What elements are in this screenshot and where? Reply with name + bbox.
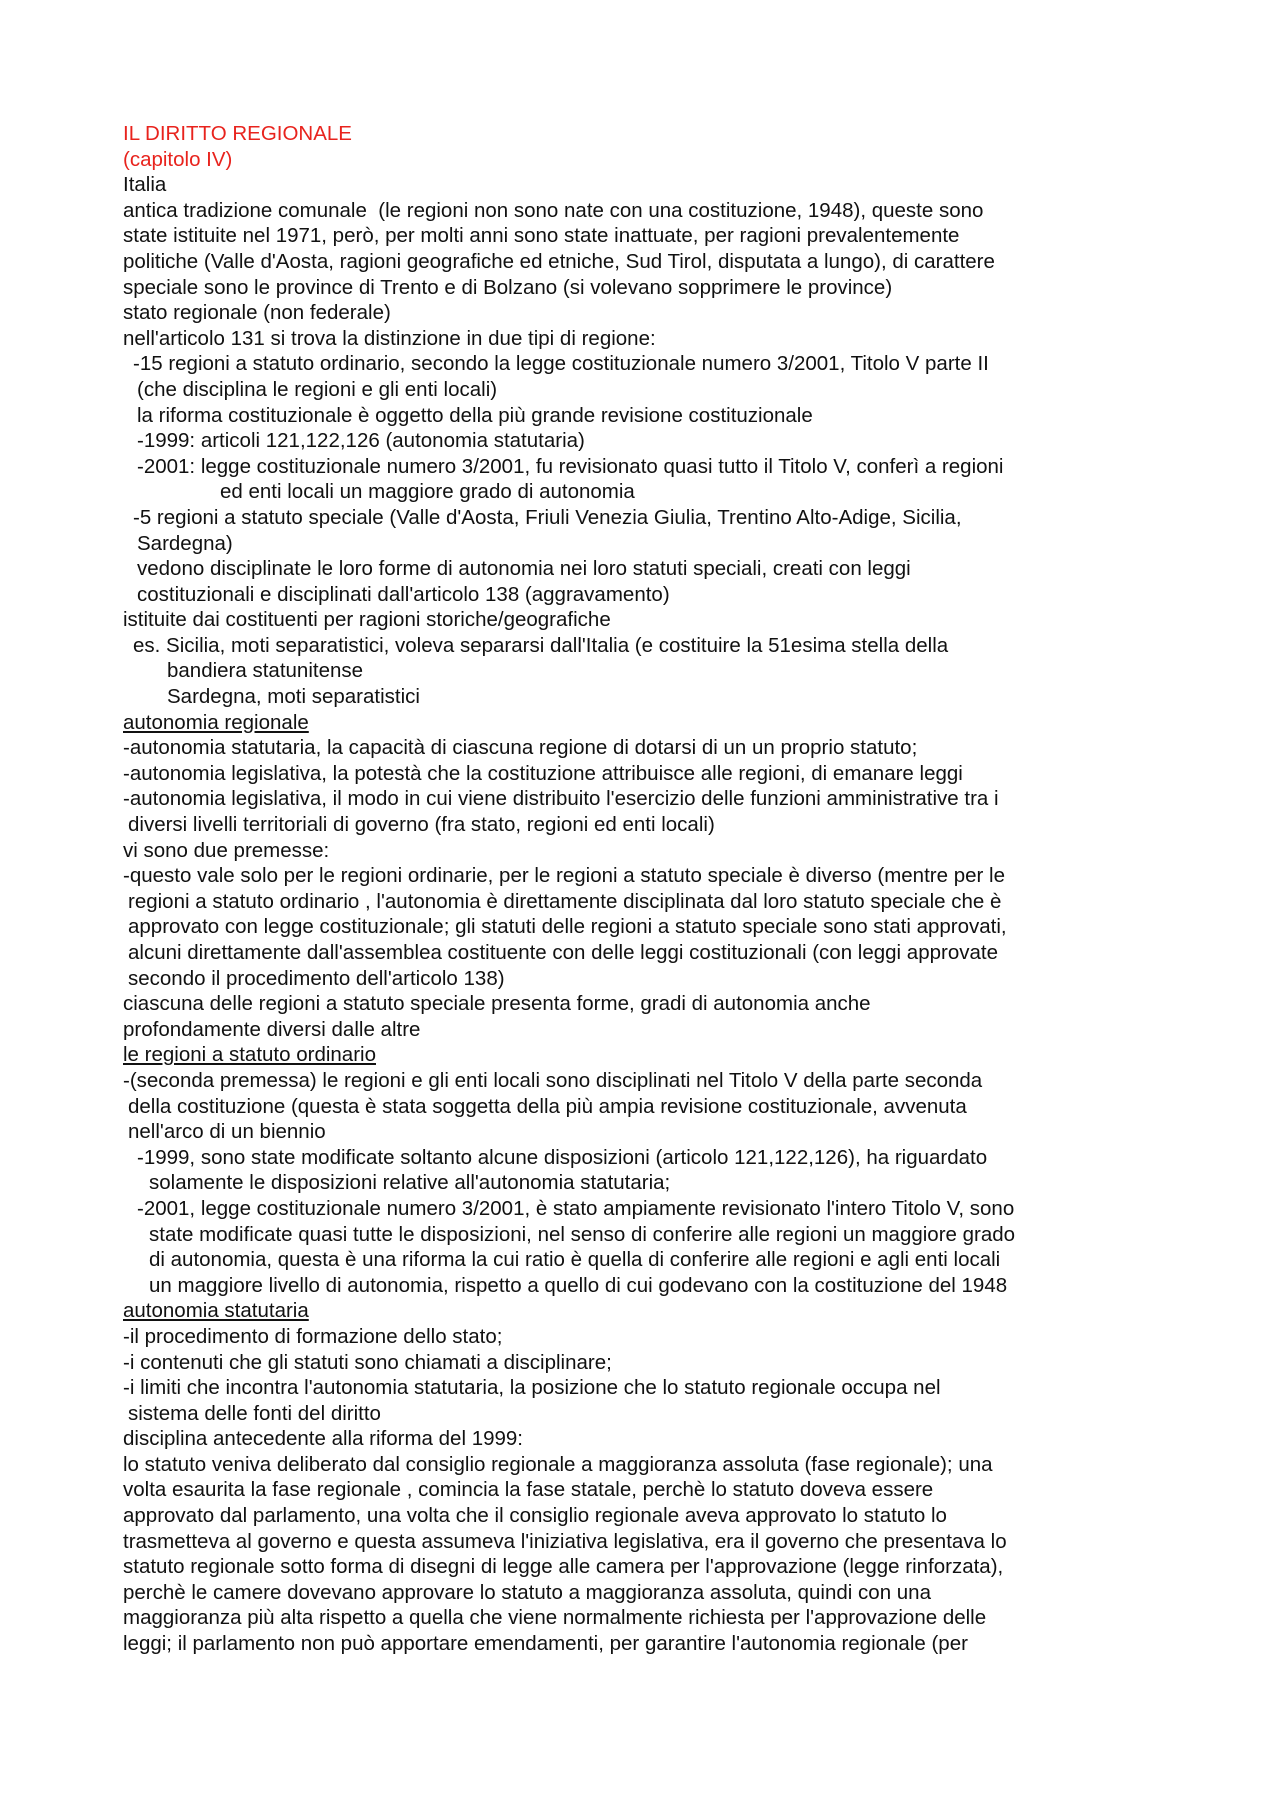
text-line: alcuni direttamente dall'assemblea costituente con delle leggi costituzionali (con leggi approvate: [128, 941, 998, 964]
text-line: disciplina antecedente alla riforma del 1999:: [123, 1427, 524, 1451]
text-line: Italia: [123, 173, 167, 197]
text-line: della costituzione (questa è stata soggetta della più ampia revisione costituzionale, avvenuta: [128, 1094, 967, 1118]
text-line: -questo vale solo per le regioni ordinarie, per le regioni a statuto speciale è diverso (mentre per le: [123, 864, 1005, 888]
text-line: -1999, sono state modificate soltanto alcune disposizioni (articolo 121,122,126), ha riguardato: [137, 1145, 988, 1169]
text-line: approvato con legge costituzionale; gli statuti delle regioni a statuto speciale sono stati approvati,: [128, 915, 1007, 939]
text-line: nell'articolo 131 si trova la distinzione in due tipi di regione:: [123, 326, 656, 350]
text-line: trasmetteva al governo e questa assumeva l'iniziativa legislativa, era il governo che presentava lo: [123, 1529, 1007, 1553]
text-line: diversi livelli territoriali di governo (fra stato, regioni ed enti locali): [128, 813, 715, 837]
text-line: statuto regionale sotto forma di disegni di legge alle camera per l'approvazione (legge rinforzata),: [123, 1555, 1004, 1579]
text-line: volta esaurita la fase regionale , comincia la fase statale, perchè lo statuto doveva essere: [123, 1478, 934, 1502]
text-line: secondo il procedimento dell'articolo 138): [128, 966, 505, 990]
text-line: es. Sicilia, moti separatistici, voleva separarsi dall'Italia (e costituire la 51esima stella della: [133, 633, 949, 657]
text-line: bandiera statunitense: [167, 659, 364, 683]
text-line: -1999: articoli 121,122,126 (autonomia statutaria): [137, 429, 585, 453]
text-line: Sardegna): [137, 531, 233, 555]
text-line: -2001, legge costituzionale numero 3/2001, è stato ampiamente revisionato l'intero Titolo V, sono: [137, 1196, 1015, 1220]
text-line: Sardegna, moti separatistici: [167, 685, 420, 709]
text-line: costituzionali e disciplinati dall'articolo 138 (aggravamento): [137, 582, 670, 606]
text-line: -autonomia statutaria, la capacità di ciascuna regione di dotarsi di un un proprio statuto;: [123, 736, 918, 760]
text-line: -2001: legge costituzionale numero 3/2001, fu revisionato quasi tutto il Titolo V, conferì a regioni: [137, 454, 1004, 478]
text-line: sistema delle fonti del diritto: [128, 1401, 381, 1425]
text-line: di autonomia, questa è una riforma la cui ratio è quella di conferire alle regioni e agli enti locali: [149, 1248, 1001, 1272]
text-line: -(seconda premessa) le regioni e gli enti locali sono disciplinati nel Titolo V della parte seconda: [123, 1068, 983, 1092]
text-line: -5 regioni a statuto speciale (Valle d'Aosta, Friuli Venezia Giulia, Trentino Alto-Adige, Sicilia,: [133, 505, 962, 529]
text-line: vedono disciplinate le loro forme di autonomia nei loro statuti speciali, creati con leggi: [137, 557, 911, 581]
document-body: [123, 121, 1223, 1657]
text-line: stato regionale (non federale): [123, 301, 391, 325]
text-line: profondamente diversi dalle altre: [123, 1017, 421, 1041]
text-line: la riforma costituzionale è oggetto della più grande revisione costituzionale: [137, 403, 813, 427]
text-line: -il procedimento di formazione dello stato;: [123, 1324, 503, 1348]
text-line: state modificate quasi tutte le disposizioni, nel senso di conferire alle regioni un maggiore grado: [149, 1222, 1016, 1246]
text-line: -i contenuti che gli statuti sono chiamati a disciplinare;: [123, 1350, 612, 1374]
text-line: -autonomia legislativa, la potestà che la costituzione attribuisce alle regioni, di emanare leggi: [123, 761, 963, 785]
text-line: -autonomia legislativa, il modo in cui viene distribuito l'esercizio delle funzioni amministrative tra i: [123, 787, 999, 811]
document-title: IL DIRITTO REGIONALE: [123, 122, 352, 145]
text-line: (che disciplina le regioni e gli enti locali): [137, 377, 498, 401]
text-line: nell'arco di un biennio: [128, 1120, 326, 1144]
section-heading: autonomia statutaria: [123, 1299, 309, 1323]
text-line: un maggiore livello di autonomia, rispetto a quello di cui godevano con la costituzione del 1948: [149, 1273, 1008, 1297]
text-line: perchè le camere dovevano approvare lo statuto a maggioranza assoluta, quindi con una: [123, 1580, 931, 1604]
text-line: lo statuto veniva deliberato dal consiglio regionale a maggioranza assoluta (fase regionale); una: [123, 1452, 993, 1476]
chapter-label: (capitolo IV): [123, 147, 233, 171]
text-line: vi sono due premesse:: [123, 838, 330, 862]
text-line: ciascuna delle regioni a statuto speciale presenta forme, gradi di autonomia anche: [123, 992, 871, 1016]
text-line: speciale sono le province di Trento e di Bolzano (si volevano sopprimere le province): [123, 275, 893, 299]
text-line: leggi; il parlamento non può apportare emendamenti, per garantire l'autonomia regionale (per: [123, 1632, 968, 1656]
text-line: solamente le disposizioni relative all'autonomia statutaria;: [149, 1171, 671, 1195]
section-heading: le regioni a statuto ordinario: [123, 1043, 376, 1067]
text-line: politiche (Valle d'Aosta, ragioni geografiche ed etniche, Sud Tirol, disputata a lungo), di carattere: [123, 249, 995, 273]
text-line: istituite dai costituenti per ragioni storiche/geografiche: [123, 608, 611, 632]
text-line: maggioranza più alta rispetto a quella che viene normalmente richiesta per l'approvazione delle: [123, 1606, 987, 1630]
section-heading: autonomia regionale: [123, 710, 309, 734]
text-line: -i limiti che incontra l'autonomia statutaria, la posizione che lo statuto regionale occupa nel: [123, 1376, 941, 1400]
text-line: ed enti locali un maggiore grado di autonomia: [220, 480, 635, 504]
text-line: antica tradizione comunale (le regioni non sono nate con una costituzione, 1948), queste sono: [123, 198, 984, 222]
text-line: regioni a statuto ordinario , l'autonomia è direttamente disciplinata dal loro statuto speciale che è: [128, 889, 1002, 913]
text-line: state istituite nel 1971, però, per molti anni sono state inattuate, per ragioni prevalentemente: [123, 224, 960, 248]
text-line: -15 regioni a statuto ordinario, secondo la legge costituzionale numero 3/2001, Titolo V parte II: [133, 352, 989, 376]
text-line: approvato dal parlamento, una volta che il consiglio regionale aveva approvato lo statuto lo: [123, 1504, 947, 1528]
